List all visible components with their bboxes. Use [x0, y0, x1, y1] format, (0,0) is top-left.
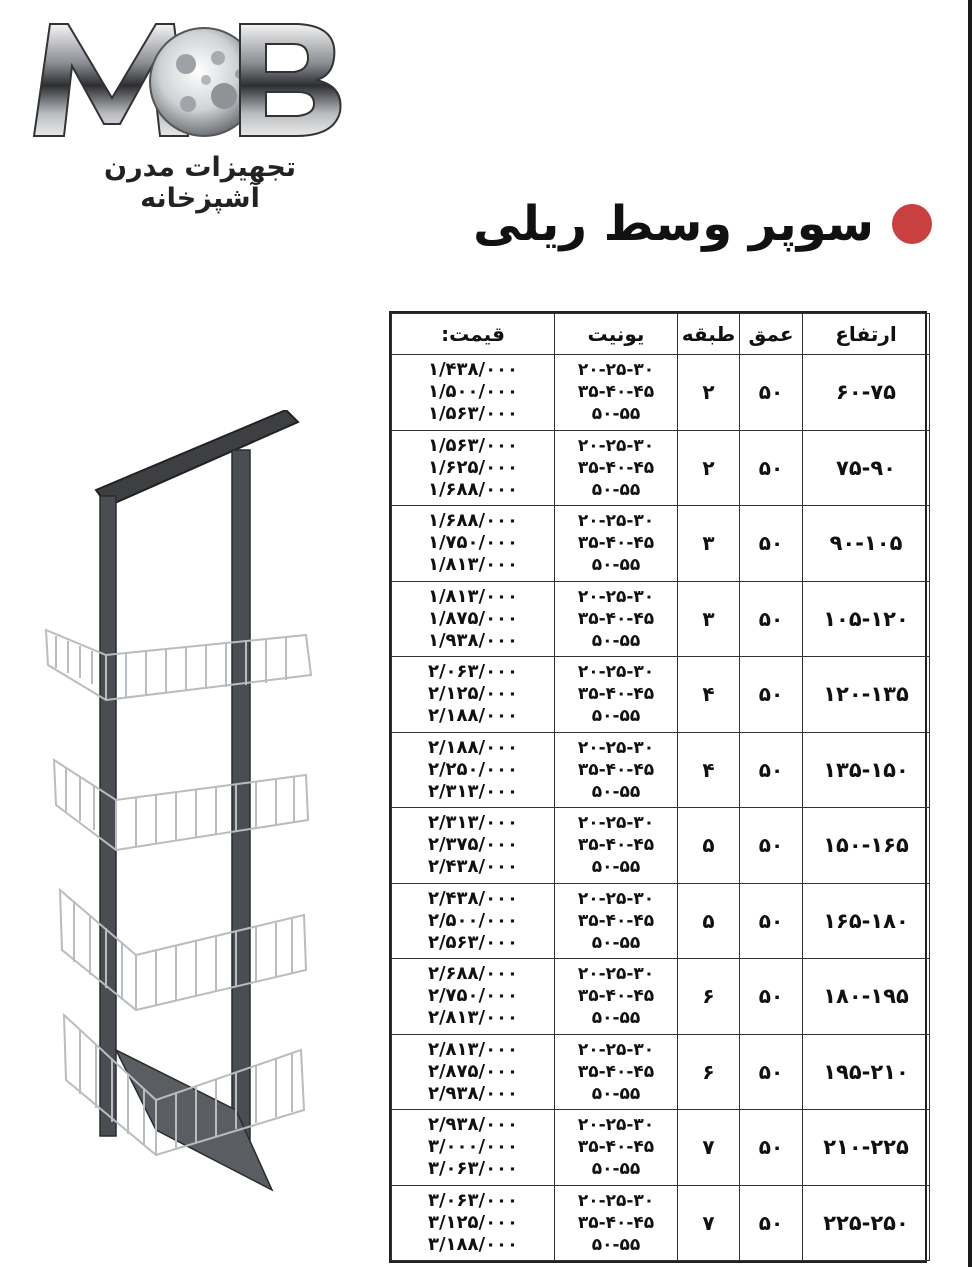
- table-row: [392, 657, 930, 733]
- unit-cell: [555, 657, 678, 733]
- table-row: [392, 1034, 930, 1110]
- depth-cell: ۵۰: [740, 657, 803, 733]
- unit-value: ۵۰-۵۵: [591, 857, 641, 878]
- table-row: [392, 732, 930, 808]
- price-value: ۲/۸۱۳/۰۰۰: [427, 1007, 519, 1029]
- price-value: ۲/۴۳۸/۰۰۰: [427, 887, 519, 909]
- price-value: ۲/۳۱۳/۰۰۰: [427, 780, 519, 802]
- unit-cell: [555, 732, 678, 808]
- price-table-container: [389, 311, 927, 1263]
- unit-value: ۳۵-۴۰-۴۵: [577, 382, 655, 403]
- header-unit: یونیت: [555, 314, 678, 355]
- height-cell: ۱۶۵-۱۸۰: [803, 883, 930, 959]
- unit-cell: [555, 1110, 678, 1186]
- unit-cell: [555, 1185, 678, 1261]
- unit-value: ۵۰-۵۵: [591, 479, 641, 500]
- unit-value: ۵۰-۵۵: [591, 1008, 641, 1029]
- price-value: ۱/۹۳۸/۰۰۰: [427, 629, 519, 651]
- unit-value: ۲۰-۲۵-۳۰: [577, 888, 655, 909]
- price-value: ۲/۶۸۸/۰۰۰: [427, 963, 519, 985]
- shelf-cell: ۲: [678, 355, 740, 431]
- red-bullet-icon: [892, 204, 932, 244]
- height-cell: ۶۰-۷۵: [803, 355, 930, 431]
- unit-value: ۵۰-۵۵: [591, 404, 641, 425]
- unit-value: ۲۰-۲۵-۳۰: [577, 1115, 655, 1136]
- brand-logo: [28, 14, 348, 214]
- table-header-row: [392, 314, 930, 355]
- table-row: [392, 581, 930, 657]
- unit-value: ۳۵-۴۰-۴۵: [577, 533, 655, 554]
- depth-cell: ۵۰: [740, 808, 803, 884]
- unit-value: ۳۵-۴۰-۴۵: [577, 608, 655, 629]
- header-price: قیمت:: [392, 314, 555, 355]
- height-cell: ۱۵۰-۱۶۵: [803, 808, 930, 884]
- price-value: ۱/۶۸۸/۰۰۰: [427, 510, 519, 532]
- shelf-cell: ۳: [678, 581, 740, 657]
- unit-cell: [555, 430, 678, 506]
- price-value: ۲/۹۳۸/۰۰۰: [427, 1082, 519, 1104]
- pull-out-basket-image: [36, 410, 326, 1210]
- price-cell: [392, 808, 555, 884]
- unit-cell: [555, 883, 678, 959]
- unit-value: ۳۵-۴۰-۴۵: [577, 759, 655, 780]
- unit-value: ۲۰-۲۵-۳۰: [577, 1190, 655, 1211]
- price-value: ۲/۹۳۸/۰۰۰: [427, 1114, 519, 1136]
- table-row: [392, 1110, 930, 1186]
- price-value: ۳/۰۶۳/۰۰۰: [427, 1189, 519, 1211]
- price-value: ۱/۸۱۳/۰۰۰: [427, 585, 519, 607]
- table-row: [392, 883, 930, 959]
- price-value: ۲/۴۳۸/۰۰۰: [427, 856, 519, 878]
- table-row: [392, 355, 930, 431]
- price-value: ۲/۵۶۳/۰۰۰: [427, 931, 519, 953]
- height-cell: ۱۳۵-۱۵۰: [803, 732, 930, 808]
- price-cell: [392, 732, 555, 808]
- price-cell: [392, 959, 555, 1035]
- unit-value: ۳۵-۴۰-۴۵: [577, 986, 655, 1007]
- depth-cell: ۵۰: [740, 506, 803, 582]
- unit-cell: [555, 506, 678, 582]
- depth-cell: ۵۰: [740, 1185, 803, 1261]
- unit-value: ۵۰-۵۵: [591, 1234, 641, 1255]
- price-cell: [392, 506, 555, 582]
- depth-cell: ۵۰: [740, 732, 803, 808]
- price-value: ۱/۵۰۰/۰۰۰: [427, 381, 519, 403]
- price-value: ۳/۱۲۵/۰۰۰: [427, 1211, 519, 1233]
- price-value: ۲/۵۰۰/۰۰۰: [427, 909, 519, 931]
- unit-value: ۲۰-۲۵-۳۰: [577, 662, 655, 683]
- header-height: ارتفاع: [803, 314, 930, 355]
- price-cell: [392, 1034, 555, 1110]
- price-value: ۲/۳۷۵/۰۰۰: [427, 834, 519, 856]
- shelf-cell: ۷: [678, 1110, 740, 1186]
- price-value: ۲/۲۵۰/۰۰۰: [427, 758, 519, 780]
- price-value: ۱/۵۶۳/۰۰۰: [427, 403, 519, 425]
- title-row: [473, 196, 932, 252]
- depth-cell: ۵۰: [740, 883, 803, 959]
- price-value: ۲/۱۲۵/۰۰۰: [427, 683, 519, 705]
- height-cell: ۱۰۵-۱۲۰: [803, 581, 930, 657]
- depth-cell: ۵۰: [740, 355, 803, 431]
- price-value: ۳/۱۸۸/۰۰۰: [427, 1233, 519, 1255]
- price-value: ۲/۳۱۳/۰۰۰: [427, 812, 519, 834]
- unit-value: ۳۵-۴۰-۴۵: [577, 1212, 655, 1233]
- unit-cell: [555, 1034, 678, 1110]
- price-value: ۱/۶۲۵/۰۰۰: [427, 456, 519, 478]
- unit-cell: [555, 808, 678, 884]
- depth-cell: ۵۰: [740, 581, 803, 657]
- height-cell: ۱۸۰-۱۹۵: [803, 959, 930, 1035]
- unit-value: ۵۰-۵۵: [591, 1159, 641, 1180]
- depth-cell: ۵۰: [740, 430, 803, 506]
- unit-value: ۲۰-۲۵-۳۰: [577, 586, 655, 607]
- height-cell: ۹۰-۱۰۵: [803, 506, 930, 582]
- price-value: ۳/۰۰۰/۰۰۰: [427, 1136, 519, 1158]
- price-value: ۱/۵۶۳/۰۰۰: [427, 434, 519, 456]
- depth-cell: ۵۰: [740, 1034, 803, 1110]
- price-cell: [392, 657, 555, 733]
- unit-value: ۵۰-۵۵: [591, 706, 641, 727]
- height-cell: ۲۲۵-۲۵۰: [803, 1185, 930, 1261]
- unit-value: ۳۵-۴۰-۴۵: [577, 457, 655, 478]
- table-row: [392, 1185, 930, 1261]
- table-row: [392, 808, 930, 884]
- shelf-cell: ۷: [678, 1185, 740, 1261]
- table-body: [392, 355, 930, 1261]
- table-row: [392, 959, 930, 1035]
- unit-value: ۲۰-۲۵-۳۰: [577, 813, 655, 834]
- shelf-cell: ۴: [678, 732, 740, 808]
- header-depth: عمق: [740, 314, 803, 355]
- unit-cell: [555, 355, 678, 431]
- unit-value: ۵۰-۵۵: [591, 932, 641, 953]
- shelf-cell: ۵: [678, 883, 740, 959]
- unit-value: ۳۵-۴۰-۴۵: [577, 910, 655, 931]
- unit-cell: [555, 581, 678, 657]
- shelf-cell: ۳: [678, 506, 740, 582]
- price-value: ۲/۱۸۸/۰۰۰: [427, 736, 519, 758]
- unit-cell: [555, 959, 678, 1035]
- unit-value: ۲۰-۲۵-۳۰: [577, 435, 655, 456]
- price-value: ۲/۸۱۳/۰۰۰: [427, 1038, 519, 1060]
- price-value: ۲/۸۷۵/۰۰۰: [427, 1060, 519, 1082]
- brand-tagline: تجهیزات مدرن آشپزخانه: [104, 152, 296, 214]
- shelf-cell: ۵: [678, 808, 740, 884]
- height-cell: ۱۹۵-۲۱۰: [803, 1034, 930, 1110]
- price-cell: [392, 355, 555, 431]
- unit-value: ۵۰-۵۵: [591, 555, 641, 576]
- unit-value: ۲۰-۲۵-۳۰: [577, 360, 655, 381]
- unit-value: ۲۰-۲۵-۳۰: [577, 511, 655, 532]
- unit-value: ۲۰-۲۵-۳۰: [577, 737, 655, 758]
- price-cell: [392, 1110, 555, 1186]
- unit-value: ۵۰-۵۵: [591, 781, 641, 802]
- price-cell: [392, 430, 555, 506]
- price-value: ۱/۶۸۸/۰۰۰: [427, 478, 519, 500]
- page-title: سوپر وسط ریلی: [473, 196, 874, 252]
- unit-value: ۵۰-۵۵: [591, 630, 641, 651]
- shelf-cell: ۲: [678, 430, 740, 506]
- table-row: [392, 430, 930, 506]
- table-row: [392, 506, 930, 582]
- unit-value: ۲۰-۲۵-۳۰: [577, 964, 655, 985]
- shelf-cell: ۶: [678, 959, 740, 1035]
- height-cell: ۱۲۰-۱۳۵: [803, 657, 930, 733]
- unit-value: ۳۵-۴۰-۴۵: [577, 835, 655, 856]
- price-table: [391, 313, 930, 1261]
- price-cell: [392, 883, 555, 959]
- price-value: ۱/۴۳۸/۰۰۰: [427, 359, 519, 381]
- price-value: ۳/۰۶۳/۰۰۰: [427, 1158, 519, 1180]
- unit-value: ۳۵-۴۰-۴۵: [577, 684, 655, 705]
- price-value: ۱/۷۵۰/۰۰۰: [427, 532, 519, 554]
- unit-value: ۵۰-۵۵: [591, 1083, 641, 1104]
- price-cell: [392, 1185, 555, 1261]
- price-value: ۲/۱۸۸/۰۰۰: [427, 705, 519, 727]
- unit-value: ۳۵-۴۰-۴۵: [577, 1137, 655, 1158]
- shelf-cell: ۴: [678, 657, 740, 733]
- height-cell: ۲۱۰-۲۲۵: [803, 1110, 930, 1186]
- depth-cell: ۵۰: [740, 959, 803, 1035]
- unit-value: ۳۵-۴۰-۴۵: [577, 1061, 655, 1082]
- header-shelf: طبقه: [678, 314, 740, 355]
- price-value: ۲/۰۶۳/۰۰۰: [427, 661, 519, 683]
- page-edge-border: [968, 0, 972, 1267]
- price-value: ۲/۷۵۰/۰۰۰: [427, 985, 519, 1007]
- price-value: ۱/۸۱۳/۰۰۰: [427, 554, 519, 576]
- price-cell: [392, 581, 555, 657]
- shelf-cell: ۶: [678, 1034, 740, 1110]
- mb-logo-icon: [28, 14, 348, 144]
- unit-value: ۲۰-۲۵-۳۰: [577, 1039, 655, 1060]
- height-cell: ۷۵-۹۰: [803, 430, 930, 506]
- depth-cell: ۵۰: [740, 1110, 803, 1186]
- price-value: ۱/۸۷۵/۰۰۰: [427, 607, 519, 629]
